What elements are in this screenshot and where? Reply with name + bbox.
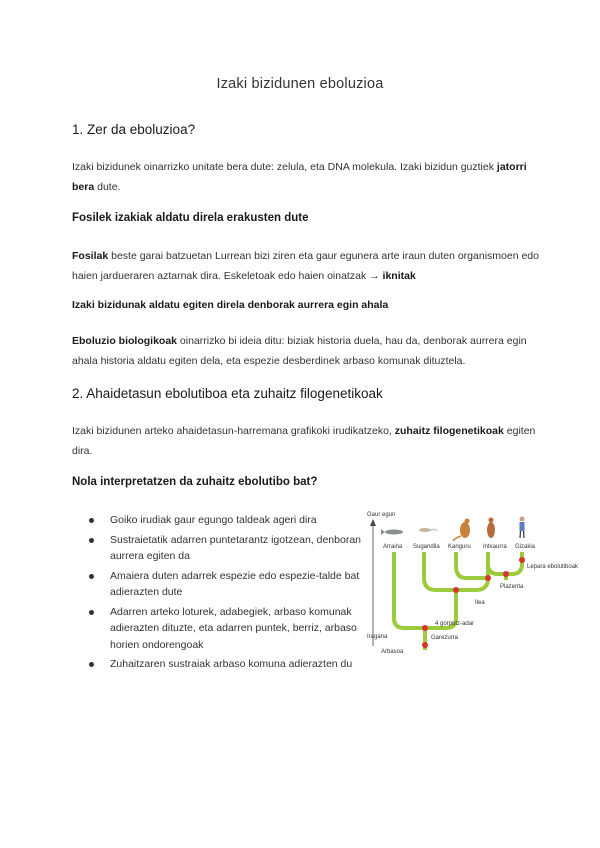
time-heading: Izaki bizidunak aldatu egiten direla denborak aurrera egin ahala	[72, 299, 389, 311]
human-icon	[520, 517, 525, 539]
node-label: 4 gorputz-adar	[435, 621, 475, 627]
section2-heading: 2. Ahaidetasun ebolutiboa eta zuhaitz filogenetikoak	[72, 386, 383, 401]
list-item: Amaiera duten adarrek espezie edo espezie-talde bat adierazten dute	[72, 568, 362, 601]
s2-intro-text-end: egiten dira.	[72, 425, 536, 457]
taxon-label: Gizakia	[515, 544, 536, 550]
taxon-label: Intxaurra	[483, 544, 507, 550]
time-top-label: Gaur egun	[367, 512, 396, 518]
s2-intro-bold: zuhaitz filogenetikoak	[394, 425, 504, 437]
bullet-list	[72, 512, 362, 676]
section2-intro	[72, 421, 542, 461]
fossils-text: beste garai batzuetan Lurrean bizi ziren eta gaur egunera arte iraun duten organismoen edo haien jardueraren aztarnak dira. Eskeletoak edo haien oinatzak →	[72, 250, 539, 282]
section1-heading: 1. Zer da eboluzioa?	[72, 122, 196, 137]
list-item: Goiko irudiak gaur egungo taldeak ageri dira	[72, 512, 362, 529]
bullet-icon	[89, 610, 94, 615]
node-label: Lepara ebolutiboak	[527, 564, 579, 570]
fossils-heading: Fosilek izakiak aldatu direla erakusten dute	[72, 212, 309, 224]
node-thumbs	[519, 557, 525, 563]
node-label: Garezurra	[431, 635, 459, 641]
intro-bold: jatorri bera	[72, 161, 527, 193]
page-title: Izaki bizidunen eboluzioa	[216, 76, 384, 92]
kangaroo-icon	[453, 519, 470, 542]
node-placenta	[503, 571, 509, 577]
node-limbs	[453, 587, 459, 593]
section1-intro	[72, 157, 542, 197]
time-text: oinarrizko bi ideia ditu: biziak historia duela, hau da, denborak aurrera egin ahala historia aldatu egiten dela, eta espezie desberdinek arbaso komunak dituztela.	[72, 335, 527, 367]
time-paragraph	[72, 331, 542, 371]
bullet-icon	[89, 518, 94, 523]
node-label: Ilea	[475, 600, 485, 606]
lizard-icon	[419, 528, 437, 532]
list-item: Adarren arteko loturek, adabegiek, arbaso komunak adierazten dituzte, eta adarren puntek, berriz, arbaso horien ondorengoak	[72, 604, 362, 654]
taxon-label: Arraina	[383, 544, 403, 550]
node-skull	[422, 625, 428, 631]
list-item: Zuhaitzaren sustraiak arbaso komuna adierazten du	[72, 656, 362, 673]
iknitak-bold: iknitak	[382, 270, 416, 282]
fossils-paragraph	[72, 246, 542, 286]
node-root	[422, 642, 428, 648]
taxon-label: Kanguru	[448, 544, 471, 550]
fish-icon	[381, 529, 403, 535]
bullet-icon	[89, 662, 94, 667]
bullet-icon	[89, 574, 94, 579]
taxon-label: Sugandila	[413, 544, 440, 550]
root-label: Arbasoa	[381, 649, 404, 655]
fossils-bold: Fosilak	[72, 250, 109, 262]
time-arrow-icon	[370, 519, 376, 526]
time-bold: Eboluzio biologikoak	[72, 335, 177, 347]
intro-text: Izaki bizidunek oinarrizko unitate bera dute: zelula, eta DNA molekula. Izaki bizidun guztiek	[72, 161, 497, 173]
question-heading: Nola interpretatzen da zuhaitz ebolutibo bat?	[72, 476, 318, 488]
node-hair	[485, 575, 491, 581]
primate-icon	[487, 518, 495, 539]
time-bottom-label: Iragana	[367, 634, 388, 640]
node-label: Plazenta	[500, 584, 524, 590]
s2-intro-text: Izaki bizidunen arteko ahaidetasun-harremana grafikoki irudikatzeko,	[72, 425, 395, 437]
intro-text-end: dute.	[94, 181, 121, 193]
list-item: Sustraietatik adarren puntetarantz igotzean, denboran aurrera egiten da	[72, 532, 362, 565]
phylogenetic-tree	[355, 508, 579, 663]
bullet-icon	[89, 538, 94, 543]
